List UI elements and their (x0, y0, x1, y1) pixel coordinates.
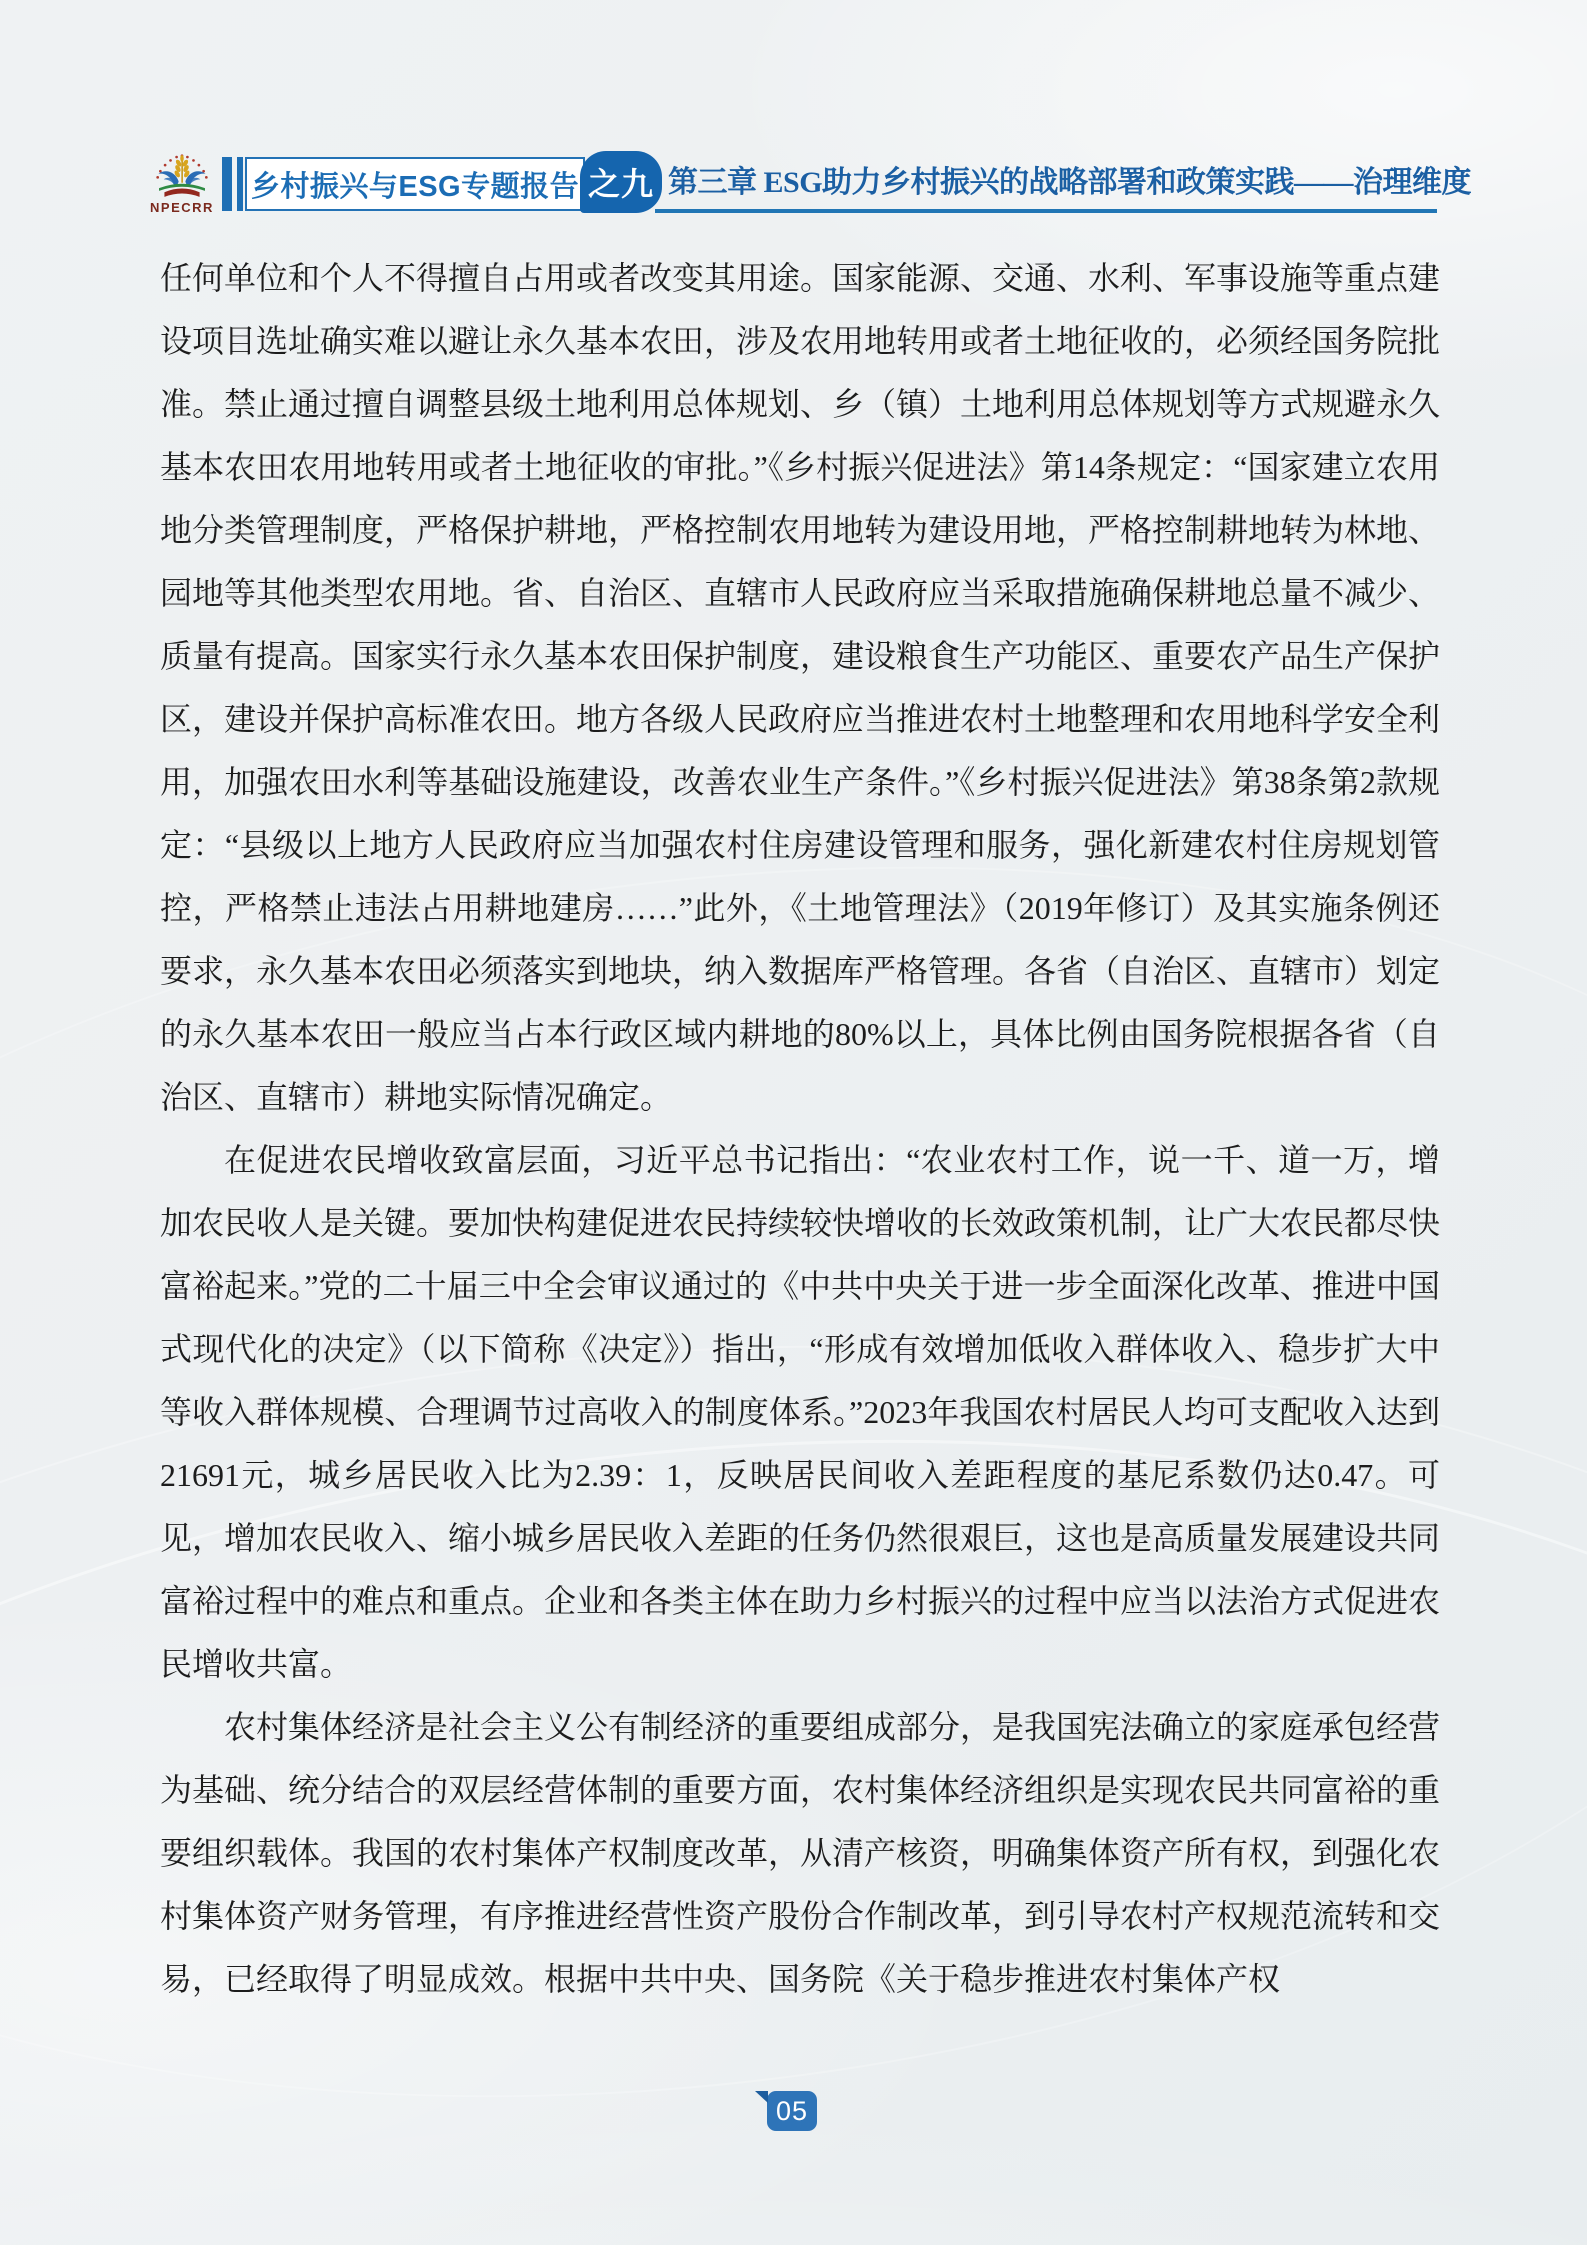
header-accent-bar (222, 157, 232, 211)
organization-logo (146, 153, 218, 217)
paragraph: 在促进农民增收致富层面，习近平总书记指出：“农业农村工作，说一千、道一万，增加农民收人是关键。要加快构建促进农民持续较快增收的长效政策机制，让广大农民都尽快富裕起来。”党的二十届三中全会审议通过的《中共中央关于进一步全面深化改革、推进中国式现代化的决定》（以下简称《决定》）指出，“形成有效增加低收入群体收入、稳步扩大中等收入群体规模、合理调节过高收入的制度体系。”2023年我国农村居民人均可支配收入达到21691元，城乡居民收入比为2.39：1，反映居民间收入差距程度的基尼系数仍达0.47。可见，增加农民收入、缩小城乡居民收入差距的任务仍然很艰巨，这也是高质量发展建设共同富裕过程中的难点和重点。企业和各类主体在助力乡村振兴的过程中应当以法治方式促进农民增收共富。 (160, 1142, 1441, 1682)
issue-number-badge (580, 151, 662, 213)
paragraph: 农村集体经济是社会主义公有制经济的重要组成部分，是我国宪法确立的家庭承包经营为基础、统分结合的双层经营体制的重要方面，农村集体经济组织是实现农民共同富裕的重要组织载体。我国的农村集体产权制度改革，从清产核资，明确集体资产所有权，到强化农村集体资产财务管理，有序推进经营性资产股份合作制改革，到引导农村产权规范流转和交易，已经取得了明显成效。根据中共中央、国务院《关于稳步推进农村集体产权 (160, 1709, 1441, 1997)
page-number: 05 (775, 2095, 809, 2126)
body-text-block (160, 247, 1440, 2011)
chapter-title-underline (655, 209, 1437, 213)
paragraph: 任何单位和个人不得擅自占用或者改变其用途。国家能源、交通、水利、军事设施等重点建设项目选址确实难以避让永久基本农田，涉及农用地转用或者土地征收的，必须经国务院批准。禁止通过擅自调整县级土地利用总体规划、乡（镇）土地利用总体规划等方式规避永久基本农田农用地转用或者土地征收的审批。”《乡村振兴促进法》第14条规定：“国家建立农用地分类管理制度，严格保护耕地，严格控制农用地转为建设用地，严格控制耕地转为林地、园地等其他类型农用地。省、自治区、直辖市人民政府应当采取措施确保耕地总量不减少、质量有提高。国家实行永久基本农田保护制度，建设粮食生产功能区、重要农产品生产保护区，建设并保护高标准农田。地方各级人民政府应当推进农村土地整理和农用地科学安全利用，加强农田水利等基础设施建设，改善农业生产条件。”《乡村振兴促进法》第38条第2款规定：“县级以上地方人民政府应当加强农村住房建设管理和服务，强化新建农村住房规划管控，严格禁止违法占用耕地建房……”此外，《土地管理法》（2019年修订）及其实施条例还要求，永久基本农田必须落实到地块，纳入数据库严格管理。各省（自治区、直辖市）划定的永久基本农田一般应当占本行政区域内耕地的80%以上，具体比例由国务院根据各省（自治区、直辖市）耕地实际情况确定。 (160, 260, 1441, 1115)
npecrr-emblem-icon (148, 153, 216, 203)
header-accent-bar (237, 157, 243, 211)
page-header (0, 0, 1587, 230)
report-title-box (245, 157, 585, 211)
chapter-title: 第三章 ESG助力乡村振兴的战略部署和政策实践——治理维度 (668, 166, 1472, 199)
issue-number-label: 之九 (587, 166, 654, 202)
report-title: 乡村振兴与ESG专题报告 (250, 170, 580, 203)
logo-acronym-text: NPECRR (150, 200, 214, 215)
page-number-badge (767, 2091, 817, 2131)
